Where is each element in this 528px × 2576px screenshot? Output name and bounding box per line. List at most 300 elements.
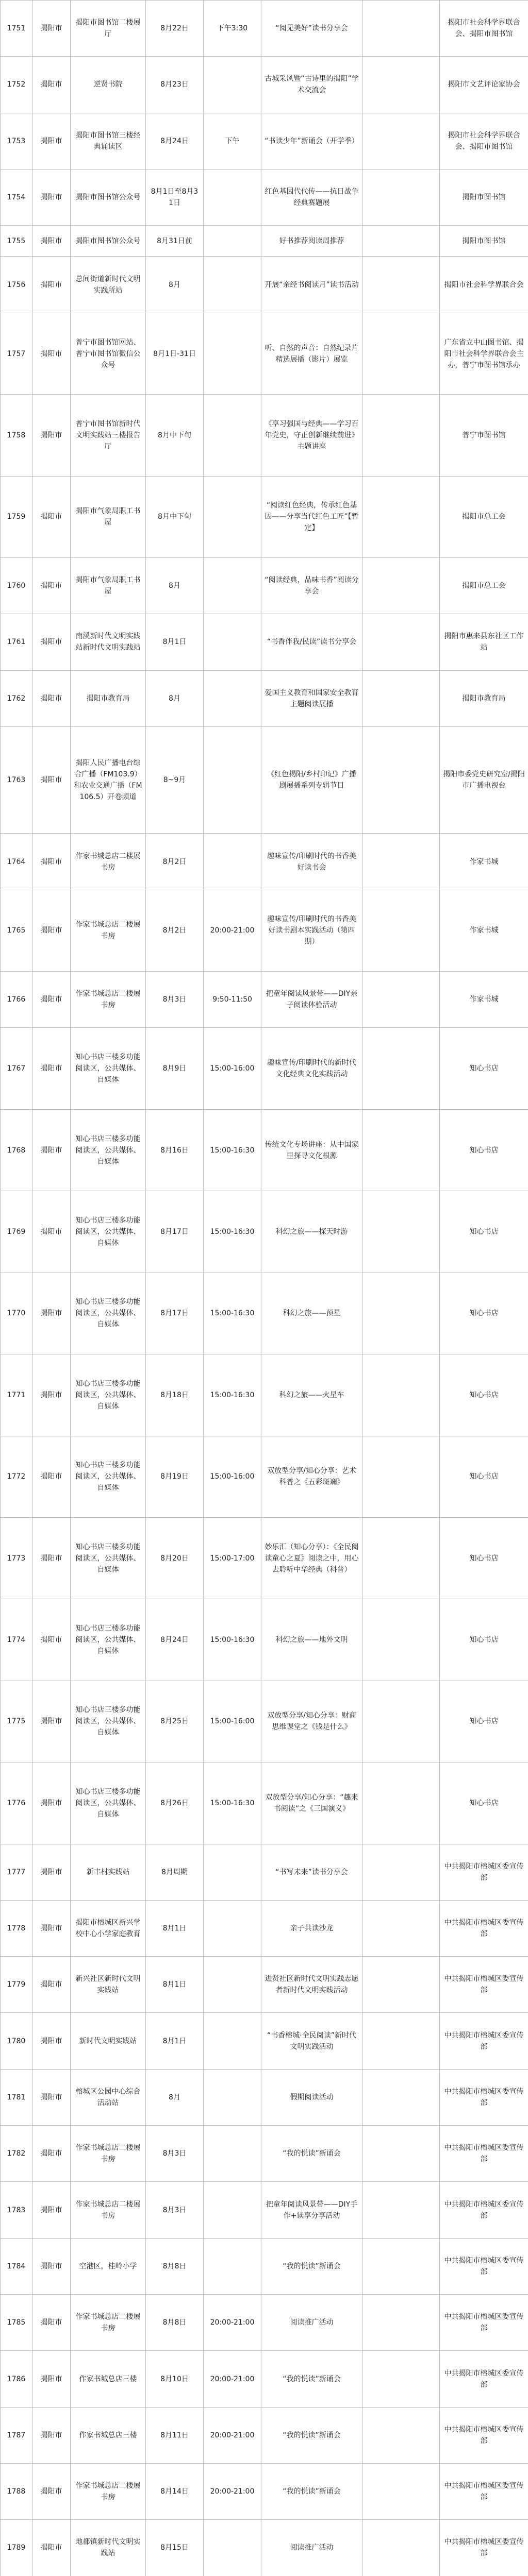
venue-cell: 新兴社区新时代文明实践站 <box>71 1957 146 2013</box>
table-row <box>1 1900 528 1956</box>
venue-cell: 作家书城总店二楼展书房 <box>71 2295 146 2351</box>
nature-cell <box>362 2238 440 2294</box>
venue-cell: 南溪新时代文明实践站新时代文明实践站 <box>71 614 146 670</box>
organizer-cell: 中共揭阳市榕城区委宣传部 <box>440 1957 528 2013</box>
city-cell: 揭阳市 <box>32 1191 71 1273</box>
time-cell <box>204 670 261 726</box>
date-cell: 8月9日 <box>146 1028 204 1109</box>
venue-cell: 揭阳市榕城区新兴学校中心小学家庭教育 <box>71 1900 146 1956</box>
venue-cell: 作家书城总店三楼 <box>71 2351 146 2407</box>
activity-name-cell: “阅读经典，品味书香”阅读分享会 <box>261 558 362 614</box>
row-number: 1759 <box>1 476 32 557</box>
row-number: 1764 <box>1 834 32 890</box>
nature-cell <box>362 614 440 670</box>
venue-cell: 揭阳市教育局 <box>71 670 146 726</box>
table-row <box>1 1273 528 1354</box>
city-cell: 揭阳市 <box>32 476 71 557</box>
organizer-cell: 揭阳市图书馆 <box>440 226 528 257</box>
row-number: 1752 <box>1 57 32 113</box>
organizer-cell: 知心书店 <box>440 1028 528 1109</box>
time-cell: 20:00-21:00 <box>204 2407 261 2463</box>
time-cell: 15:00-16:00 <box>204 1028 261 1109</box>
table-row <box>1 395 528 476</box>
table-row <box>1 1354 528 1436</box>
time-cell: 15:00-16:30 <box>204 1762 261 1844</box>
activity-rows <box>1 1 528 2576</box>
time-cell <box>204 226 261 257</box>
activity-name-cell: 阅读推广活动 <box>261 2520 362 2576</box>
venue-cell: 知心书店三楼多功能阅读区，公共媒体、自媒体 <box>71 1762 146 1844</box>
row-number: 1771 <box>1 1354 32 1436</box>
organizer-cell: 广东省立中山图书馆、揭阳市社会科学界联合会主办，普宁市图书馆承办 <box>440 313 528 394</box>
row-number: 1786 <box>1 2351 32 2407</box>
nature-cell <box>362 890 440 971</box>
nature-cell <box>362 2013 440 2069</box>
nature-cell <box>362 1681 440 1762</box>
row-number: 1770 <box>1 1273 32 1354</box>
time-cell: 15:00-16:30 <box>204 1599 261 1681</box>
city-cell: 揭阳市 <box>32 726 71 833</box>
nature-cell <box>362 57 440 113</box>
row-number: 1785 <box>1 2295 32 2351</box>
organizer-cell: 揭阳市文艺评论家协会 <box>440 57 528 113</box>
activity-name-cell: “我的悦读”新诵会 <box>261 2126 362 2182</box>
city-cell: 揭阳市 <box>32 313 71 394</box>
table-row <box>1 2351 528 2407</box>
table-row <box>1 890 528 971</box>
activity-name-cell: 双放型分享/知心分享：“趣来书阅读”之《三国演义》 <box>261 1762 362 1844</box>
city-cell: 揭阳市 <box>32 1517 71 1599</box>
activity-name-cell: “书写未来”读书分享会 <box>261 1844 362 1900</box>
nature-cell <box>362 2351 440 2407</box>
date-cell: 8月 <box>146 670 204 726</box>
venue-cell: 作家书城总店二楼展书房 <box>71 972 146 1028</box>
time-cell <box>204 1957 261 2013</box>
activity-name-cell: 把童年阅读风景带——DIY手作+读享分享活动 <box>261 2182 362 2238</box>
organizer-cell: 知心书店 <box>440 1762 528 1844</box>
venue-cell: 知心书店三楼多功能阅读区，公共媒体、自媒体 <box>71 1436 146 1517</box>
row-number: 1788 <box>1 2463 32 2519</box>
organizer-cell: 中共揭阳市榕城区委宣传部 <box>440 2520 528 2576</box>
activity-name-cell: 开展“亲经书阅读月”读书活动 <box>261 257 362 313</box>
date-cell: 8月2日 <box>146 890 204 971</box>
time-cell: 下午 <box>204 113 261 169</box>
venue-cell: 榕城区公园中心综合活动站 <box>71 2069 146 2125</box>
city-cell: 揭阳市 <box>32 670 71 726</box>
row-number: 1761 <box>1 614 32 670</box>
time-cell: 15:00-16:30 <box>204 1273 261 1354</box>
table-row <box>1 2295 528 2351</box>
venue-cell: 新丰村实践站 <box>71 1844 146 1900</box>
organizer-cell: 揭阳市总工会 <box>440 558 528 614</box>
venue-cell: 揭阳市图书馆公众号 <box>71 169 146 225</box>
table-row <box>1 972 528 1028</box>
city-cell: 揭阳市 <box>32 395 71 476</box>
time-cell <box>204 257 261 313</box>
time-cell <box>204 558 261 614</box>
nature-cell <box>362 1844 440 1900</box>
organizer-cell: 中共揭阳市榕城区委宣传部 <box>440 2407 528 2463</box>
city-cell: 揭阳市 <box>32 558 71 614</box>
date-cell: 8月16日 <box>146 1109 204 1191</box>
row-number: 1780 <box>1 2013 32 2069</box>
venue-cell: 知心书店三楼多功能阅读区，公共媒体、自媒体 <box>71 1517 146 1599</box>
row-number: 1760 <box>1 558 32 614</box>
nature-cell <box>362 1957 440 2013</box>
date-cell: 8月8日 <box>146 2238 204 2294</box>
organizer-cell: 中共揭阳市榕城区委宣传部 <box>440 2463 528 2519</box>
row-number: 1766 <box>1 972 32 1028</box>
row-number: 1783 <box>1 2182 32 2238</box>
time-cell <box>204 2069 261 2125</box>
venue-cell: 总间街道新时代文明实践所站 <box>71 257 146 313</box>
city-cell: 揭阳市 <box>32 1109 71 1191</box>
activity-name-cell: 趣味宣传/印刷时代的新时代文化经典文化实践活动 <box>261 1028 362 1109</box>
venue-cell: 普宁市图书馆新时代文明实践站三楼报告厅 <box>71 395 146 476</box>
nature-cell <box>362 1354 440 1436</box>
city-cell: 揭阳市 <box>32 2126 71 2182</box>
table-row <box>1 1957 528 2013</box>
row-number: 1765 <box>1 890 32 971</box>
nature-cell <box>362 169 440 225</box>
venue-cell: 知心书店三楼多功能阅读区，公共媒体、自媒体 <box>71 1191 146 1273</box>
nature-cell <box>362 834 440 890</box>
row-number: 1769 <box>1 1191 32 1273</box>
organizer-cell: 中共揭阳市榕城区委宣传部 <box>440 2069 528 2125</box>
activity-name-cell: “书香伴我/民读”读书分享会 <box>261 614 362 670</box>
nature-cell <box>362 395 440 476</box>
table-row <box>1 1844 528 1900</box>
venue-cell: 普宁市图书馆网站、普宁市图书馆微信公众号 <box>71 313 146 394</box>
table-row <box>1 1436 528 1517</box>
venue-cell: 新时代文明实践站 <box>71 2013 146 2069</box>
time-cell <box>204 395 261 476</box>
time-cell: 15:00-16:00 <box>204 1436 261 1517</box>
time-cell <box>204 1844 261 1900</box>
date-cell: 8月3日 <box>146 2182 204 2238</box>
nature-cell <box>362 1028 440 1109</box>
venue-cell: 揭阳市图书馆二楼展厅 <box>71 1 146 57</box>
table-row <box>1 2238 528 2294</box>
organizer-cell: 揭阳市委党史研究室/揭阳市广播电视台 <box>440 726 528 833</box>
organizer-cell: 中共揭阳市榕城区委宣传部 <box>440 1844 528 1900</box>
row-number: 1773 <box>1 1517 32 1599</box>
city-cell: 揭阳市 <box>32 614 71 670</box>
activity-name-cell: 《红色揭阳/乡村印记》广播剧展播系列专辑节目 <box>261 726 362 833</box>
city-cell: 揭阳市 <box>32 2069 71 2125</box>
activity-name-cell: 古城采风暨“古诗里的揭阳”学术交流会 <box>261 57 362 113</box>
date-cell: 8月 <box>146 558 204 614</box>
row-number: 1787 <box>1 2407 32 2463</box>
date-cell: 8月中下旬 <box>146 476 204 557</box>
date-cell: 8月 <box>146 257 204 313</box>
city-cell: 揭阳市 <box>32 169 71 225</box>
organizer-cell: 揭阳市总工会 <box>440 476 528 557</box>
venue-cell: 揭阳市气象局职工书屋 <box>71 476 146 557</box>
date-cell: 8月周期 <box>146 1844 204 1900</box>
table-row <box>1 614 528 670</box>
venue-cell: 作家书城总店二楼展书房 <box>71 2126 146 2182</box>
table-row <box>1 2520 528 2576</box>
activity-name-cell: “阅读红色经典，传承红色基因——分享当代红色工匠”【暂定】 <box>261 476 362 557</box>
venue-cell: 知心书店三楼多功能阅读区，公共媒体、自媒体 <box>71 1354 146 1436</box>
table-row <box>1 476 528 557</box>
table-row <box>1 834 528 890</box>
nature-cell <box>362 2295 440 2351</box>
time-cell <box>204 834 261 890</box>
venue-cell: 知心书店三楼多功能阅读区，公共媒体、自媒体 <box>71 1599 146 1681</box>
date-cell: 8月 <box>146 2069 204 2125</box>
table-row <box>1 2069 528 2125</box>
activity-name-cell: “书香榕城·全民阅读”新时代文明实践活动 <box>261 2013 362 2069</box>
venue-cell: 地都镇新时代文明实践站 <box>71 2520 146 2576</box>
organizer-cell: 作家书城 <box>440 890 528 971</box>
venue-cell: 作家书城总店二楼展书房 <box>71 2463 146 2519</box>
time-cell: 15:00-16:00 <box>204 1681 261 1762</box>
city-cell: 揭阳市 <box>32 834 71 890</box>
nature-cell <box>362 1517 440 1599</box>
time-cell <box>204 726 261 833</box>
activity-name-cell: “阅见美好”读书分享会 <box>261 1 362 57</box>
activity-name-cell: 趣味宣传/印刷时代的书香美好读书剧本实践活动（第四期） <box>261 890 362 971</box>
venue-cell: 揭阳市气象局职工书屋 <box>71 558 146 614</box>
nature-cell <box>362 670 440 726</box>
activity-name-cell: “我的悦读”新诵会 <box>261 2238 362 2294</box>
organizer-cell: 中共揭阳市榕城区委宣传部 <box>440 2351 528 2407</box>
time-cell <box>204 57 261 113</box>
activity-name-cell: 科幻之旅——火星车 <box>261 1354 362 1436</box>
city-cell: 揭阳市 <box>32 2351 71 2407</box>
activity-name-cell: 科幻之旅——地外文明 <box>261 1599 362 1681</box>
organizer-cell: 中共揭阳市榕城区委宣传部 <box>440 2238 528 2294</box>
city-cell: 揭阳市 <box>32 1354 71 1436</box>
table-row <box>1 2013 528 2069</box>
city-cell: 揭阳市 <box>32 1028 71 1109</box>
city-cell: 揭阳市 <box>32 2463 71 2519</box>
organizer-cell: 中共揭阳市榕城区委宣传部 <box>440 1900 528 1956</box>
date-cell: 8月24日 <box>146 1599 204 1681</box>
table-row <box>1 169 528 225</box>
city-cell: 揭阳市 <box>32 2520 71 2576</box>
date-cell: 8月24日 <box>146 113 204 169</box>
activity-name-cell: 趣味宣传/印刷时代的书香美好读书会 <box>261 834 362 890</box>
venue-cell: 知心书店三楼多功能阅读区，公共媒体、自媒体 <box>71 1028 146 1109</box>
organizer-cell: 揭阳市惠来县东社区工作站 <box>440 614 528 670</box>
nature-cell <box>362 1599 440 1681</box>
city-cell: 揭阳市 <box>32 1844 71 1900</box>
organizer-cell: 揭阳市社会科学界联合会、揭阳市图书馆 <box>440 1 528 57</box>
activity-name-cell: 把童年阅读风景带——DIY亲子阅读体验活动 <box>261 972 362 1028</box>
city-cell: 揭阳市 <box>32 113 71 169</box>
date-cell: 8月2日 <box>146 834 204 890</box>
time-cell: 20:00-21:00 <box>204 2463 261 2519</box>
row-number: 1762 <box>1 670 32 726</box>
venue-cell: 揭阳市图书馆三楼经典诵读区 <box>71 113 146 169</box>
table-row <box>1 57 528 113</box>
organizer-cell: 中共揭阳市榕城区委宣传部 <box>440 2182 528 2238</box>
activity-name-cell: 好书推荐阅读周推荐 <box>261 226 362 257</box>
row-number: 1776 <box>1 1762 32 1844</box>
organizer-cell: 知心书店 <box>440 1354 528 1436</box>
row-number: 1758 <box>1 395 32 476</box>
time-cell: 9:50-11:50 <box>204 972 261 1028</box>
nature-cell <box>362 2520 440 2576</box>
nature-cell <box>362 1109 440 1191</box>
activity-name-cell: “我的悦读”新诵会 <box>261 2351 362 2407</box>
row-number: 1784 <box>1 2238 32 2294</box>
date-cell: 8月10日 <box>146 2351 204 2407</box>
activity-name-cell: 双放型分享/知心分享：艺术科普之《五彩斑斓》 <box>261 1436 362 1517</box>
activity-name-cell: 亲子共读沙龙 <box>261 1900 362 1956</box>
organizer-cell: 揭阳市图书馆 <box>440 169 528 225</box>
nature-cell <box>362 1 440 57</box>
city-cell: 揭阳市 <box>32 226 71 257</box>
activity-name-cell: 阅读推广活动 <box>261 2295 362 2351</box>
row-number: 1763 <box>1 726 32 833</box>
date-cell: 8月17日 <box>146 1191 204 1273</box>
nature-cell <box>362 2407 440 2463</box>
date-cell: 8月14日 <box>146 2463 204 2519</box>
city-cell: 揭阳市 <box>32 1599 71 1681</box>
table-row <box>1 113 528 169</box>
organizer-cell: 知心书店 <box>440 1681 528 1762</box>
time-cell: 15:00-16:30 <box>204 1109 261 1191</box>
organizer-cell: 知心书店 <box>440 1191 528 1273</box>
organizer-cell: 作家书城 <box>440 834 528 890</box>
venue-cell: 作家书城总店三楼 <box>71 2407 146 2463</box>
nature-cell <box>362 2463 440 2519</box>
date-cell: 8月22日 <box>146 1 204 57</box>
city-cell: 揭阳市 <box>32 2295 71 2351</box>
nature-cell <box>362 972 440 1028</box>
city-cell: 揭阳市 <box>32 257 71 313</box>
time-cell <box>204 169 261 225</box>
table-row <box>1 2407 528 2463</box>
activity-name-cell: 科幻之旅——预星 <box>261 1273 362 1354</box>
venue-cell: 逆贤书院 <box>71 57 146 113</box>
row-number: 1774 <box>1 1599 32 1681</box>
organizer-cell: 作家书城 <box>440 972 528 1028</box>
venue-cell: 作家书城总店二楼展书房 <box>71 834 146 890</box>
venue-cell: 作家书城总店二楼展书房 <box>71 2182 146 2238</box>
row-number: 1757 <box>1 313 32 394</box>
table-row <box>1 1028 528 1109</box>
venue-cell: 揭阳市图书馆公众号 <box>71 226 146 257</box>
row-number: 1777 <box>1 1844 32 1900</box>
activity-name-cell: 双放型分享/知心分享：财商思维课堂之《钱是什么》 <box>261 1681 362 1762</box>
row-number: 1789 <box>1 2520 32 2576</box>
city-cell: 揭阳市 <box>32 57 71 113</box>
activity-name-cell: “我的悦读”新诵会 <box>261 2463 362 2519</box>
nature-cell <box>362 2069 440 2125</box>
activity-name-cell: 假期阅读活动 <box>261 2069 362 2125</box>
row-number: 1781 <box>1 2069 32 2125</box>
nature-cell <box>362 476 440 557</box>
row-number: 1753 <box>1 113 32 169</box>
organizer-cell: 知心书店 <box>440 1599 528 1681</box>
time-cell: 20:00-21:00 <box>204 2351 261 2407</box>
date-cell: 8~9月 <box>146 726 204 833</box>
time-cell <box>204 2013 261 2069</box>
venue-cell: 知心书店三楼多功能阅读区，公共媒体、自媒体 <box>71 1273 146 1354</box>
date-cell: 8月1日至8月31日 <box>146 169 204 225</box>
nature-cell <box>362 726 440 833</box>
time-cell: 15:00-17:00 <box>204 1517 261 1599</box>
table-row <box>1 558 528 614</box>
row-number: 1751 <box>1 1 32 57</box>
date-cell: 8月1日 <box>146 1957 204 2013</box>
table-row <box>1 1599 528 1681</box>
activity-name-cell: 《享习强国与经典——学习百年党史，守正创新继续前进》主题讲座 <box>261 395 362 476</box>
table-row <box>1 1762 528 1844</box>
date-cell: 8月23日 <box>146 57 204 113</box>
date-cell: 8月11日 <box>146 2407 204 2463</box>
activity-name-cell: 爱国主义教育和国家安全教育主题阅读展播 <box>261 670 362 726</box>
date-cell: 8月1日-31日 <box>146 313 204 394</box>
organizer-cell: 揭阳市教育局 <box>440 670 528 726</box>
time-cell <box>204 614 261 670</box>
row-number: 1778 <box>1 1900 32 1956</box>
nature-cell <box>362 257 440 313</box>
date-cell: 8月17日 <box>146 1273 204 1354</box>
activity-name-cell: 听、自然的声音：自然纪录片精选展播（影片）展览 <box>261 313 362 394</box>
date-cell: 8月15日 <box>146 2520 204 2576</box>
organizer-cell: 知心书店 <box>440 1436 528 1517</box>
row-number: 1768 <box>1 1109 32 1191</box>
time-cell: 下午3:30 <box>204 1 261 57</box>
date-cell: 8月1日 <box>146 2013 204 2069</box>
organizer-cell: 中共揭阳市榕城区委宣传部 <box>440 2126 528 2182</box>
organizer-cell: 普宁市图书馆 <box>440 395 528 476</box>
organizer-cell: 揭阳市社会科学界联合会 <box>440 257 528 313</box>
city-cell: 揭阳市 <box>32 890 71 971</box>
table-row <box>1 1517 528 1599</box>
date-cell: 8月20日 <box>146 1517 204 1599</box>
date-cell: 8月中下旬 <box>146 395 204 476</box>
city-cell: 揭阳市 <box>32 2238 71 2294</box>
time-cell <box>204 313 261 394</box>
city-cell: 揭阳市 <box>32 1681 71 1762</box>
nature-cell <box>362 2182 440 2238</box>
organizer-cell: 知心书店 <box>440 1517 528 1599</box>
date-cell: 8月1日 <box>146 1900 204 1956</box>
nature-cell <box>362 2126 440 2182</box>
city-cell: 揭阳市 <box>32 2407 71 2463</box>
nature-cell <box>362 558 440 614</box>
table-row <box>1 226 528 257</box>
nature-cell <box>362 1273 440 1354</box>
table-row <box>1 1109 528 1191</box>
row-number: 1775 <box>1 1681 32 1762</box>
time-cell <box>204 476 261 557</box>
nature-cell <box>362 113 440 169</box>
activity-name-cell: “书读少年”新诵会（开学季） <box>261 113 362 169</box>
date-cell: 8月3日 <box>146 2126 204 2182</box>
table-row <box>1 1 528 57</box>
table-row <box>1 2126 528 2182</box>
nature-cell <box>362 1900 440 1956</box>
organizer-cell: 知心书店 <box>440 1273 528 1354</box>
time-cell <box>204 1900 261 1956</box>
date-cell: 8月1日 <box>146 614 204 670</box>
city-cell: 揭阳市 <box>32 2182 71 2238</box>
activity-name-cell: 进贤社区新时代文明实践志愿者新时代文明实践活动 <box>261 1957 362 2013</box>
date-cell: 8月8日 <box>146 2295 204 2351</box>
row-number: 1779 <box>1 1957 32 2013</box>
organizer-cell: 知心书店 <box>440 1109 528 1191</box>
city-cell: 揭阳市 <box>32 1957 71 2013</box>
city-cell: 揭阳市 <box>32 1 71 57</box>
